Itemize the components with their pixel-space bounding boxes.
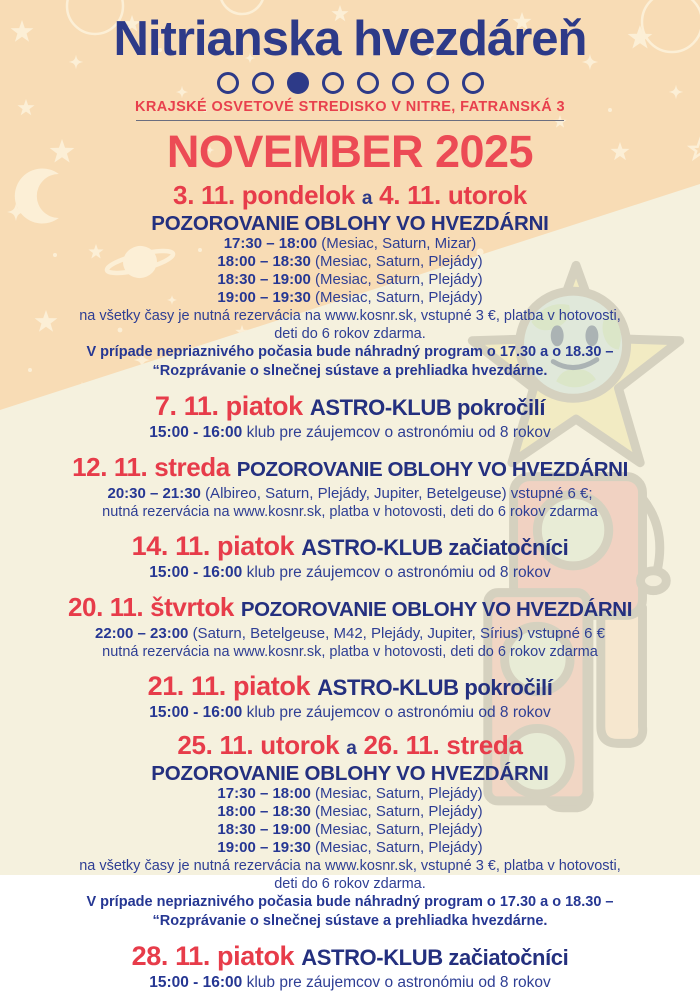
weather-note: V prípade nepriaznivého počasia bude náhradný program o 17.30 a o 18.30 – <box>86 344 614 360</box>
phase-dot <box>427 72 449 94</box>
event-title: POZOROVANIE OBLOHY VO HVEZDÁRNI <box>151 212 549 235</box>
event-date: 3. 11. pondelok a 4. 11. utorok <box>173 180 527 210</box>
weather-note: “Rozprávanie o slnečnej sústave a prehliadka hvezdárne. <box>152 363 548 379</box>
event-block-observation-12 <box>30 452 670 521</box>
time-slot: 15:00 - 16:00 klub pre záujemcov o astronómiu od 8 rokov <box>149 974 551 991</box>
reservation-note: na všetky časy je nutná rezervácia na www.kosnr.sk, vstupné 3 €, platba v hotovosti, <box>79 858 621 874</box>
schedule <box>30 182 670 992</box>
event-heading: 14. 11. piatok ASTRO-KLUB začiatočníci <box>131 531 569 561</box>
weather-note: V prípade nepriaznivého počasia bude náhradný program o 17.30 a o 18.30 – <box>86 894 614 910</box>
reservation-note: deti do 6 rokov zdarma. <box>274 326 426 342</box>
time-slot: 19:00 – 19:30 (Mesiac, Saturn, Plejády) <box>217 839 483 856</box>
event-title: POZOROVANIE OBLOHY VO HVEZDÁRNI <box>151 762 549 785</box>
time-slot: 15:00 - 16:00 klub pre záujemcov o astronómiu od 8 rokov <box>149 704 551 721</box>
reservation-note: nutná rezervácia na www.kosnr.sk, platba v hotovosti, deti do 6 rokov zdarma <box>102 504 598 520</box>
time-slot: 22:00 – 23:00 (Saturn, Betelgeuse, M42, Plejády, Jupiter, Sírius) vstupné 6 € <box>94 625 606 642</box>
poster-header <box>0 0 700 175</box>
event-block-club-28 <box>30 941 670 992</box>
time-slot: 19:00 – 19:30 (Mesiac, Saturn, Plejády) <box>217 289 483 306</box>
event-date: 25. 11. utorok a 26. 11. streda <box>177 730 523 760</box>
time-slot: 18:30 – 19:00 (Mesiac, Saturn, Plejády) <box>217 821 483 838</box>
time-slot: 17:30 – 18:00 (Mesiac, Saturn, Plejády) <box>217 785 483 802</box>
time-slot: 18:00 – 18:30 (Mesiac, Saturn, Plejády) <box>217 803 483 820</box>
time-slot: 18:30 – 19:00 (Mesiac, Saturn, Plejády) <box>217 271 483 288</box>
event-block-club-7 <box>30 391 670 442</box>
phase-dot-filled <box>287 72 309 94</box>
event-heading: 7. 11. piatok ASTRO-KLUB pokročilí <box>154 391 546 421</box>
reservation-note: nutná rezervácia na www.kosnr.sk, platba v hotovosti, deti do 6 rokov zdarma <box>102 644 598 660</box>
event-heading: 28. 11. piatok ASTRO-KLUB začiatočníci <box>131 941 569 971</box>
page-title: Nitrianska hvezdáreň <box>113 12 587 66</box>
event-block-club-14 <box>30 531 670 582</box>
time-slot: 15:00 - 16:00 klub pre záujemcov o astronómiu od 8 rokov <box>149 424 551 441</box>
event-heading: 20. 11. štvrtok POZOROVANIE OBLOHY VO HVEZDÁRNI <box>67 592 632 622</box>
month-title: NOVEMBER 2025 <box>166 126 534 177</box>
phase-dot <box>357 72 379 94</box>
moon-phase-dots <box>0 72 700 93</box>
time-slot: 17:30 – 18:00 (Mesiac, Saturn, Mizar) <box>223 235 477 252</box>
event-block-observation-20 <box>30 592 670 661</box>
time-slot: 18:00 – 18:30 (Mesiac, Saturn, Plejády) <box>217 253 483 270</box>
event-heading: 12. 11. streda POZOROVANIE OBLOHY VO HVEZDÁRNI <box>72 452 628 482</box>
weather-note: “Rozprávanie o slnečnej sústave a prehliadka hvezdárne. <box>152 913 548 929</box>
phase-dot <box>462 72 484 94</box>
event-block-observation-3-4 <box>30 182 670 381</box>
reservation-note: deti do 6 rokov zdarma. <box>274 876 426 892</box>
phase-dot <box>252 72 274 94</box>
reservation-note: na všetky časy je nutná rezervácia na www.kosnr.sk, vstupné 3 €, platba v hotovosti, <box>79 308 621 324</box>
event-block-observation-25-26 <box>30 732 670 931</box>
event-heading: 21. 11. piatok ASTRO-KLUB pokročilí <box>147 671 553 701</box>
divider <box>136 120 564 121</box>
subtitle: KRAJSKÉ OSVETOVÉ STREDISKO V NITRE, FATRANSKÁ 3 <box>135 99 565 115</box>
event-block-club-21 <box>30 671 670 722</box>
phase-dot <box>392 72 414 94</box>
phase-dot <box>322 72 344 94</box>
time-slot: 15:00 - 16:00 klub pre záujemcov o astronómiu od 8 rokov <box>149 564 551 581</box>
phase-dot <box>217 72 239 94</box>
time-slot: 20:30 – 21:30 (Albireo, Saturn, Plejády, Jupiter, Betelgeuse) vstupné 6 €; <box>107 485 593 502</box>
